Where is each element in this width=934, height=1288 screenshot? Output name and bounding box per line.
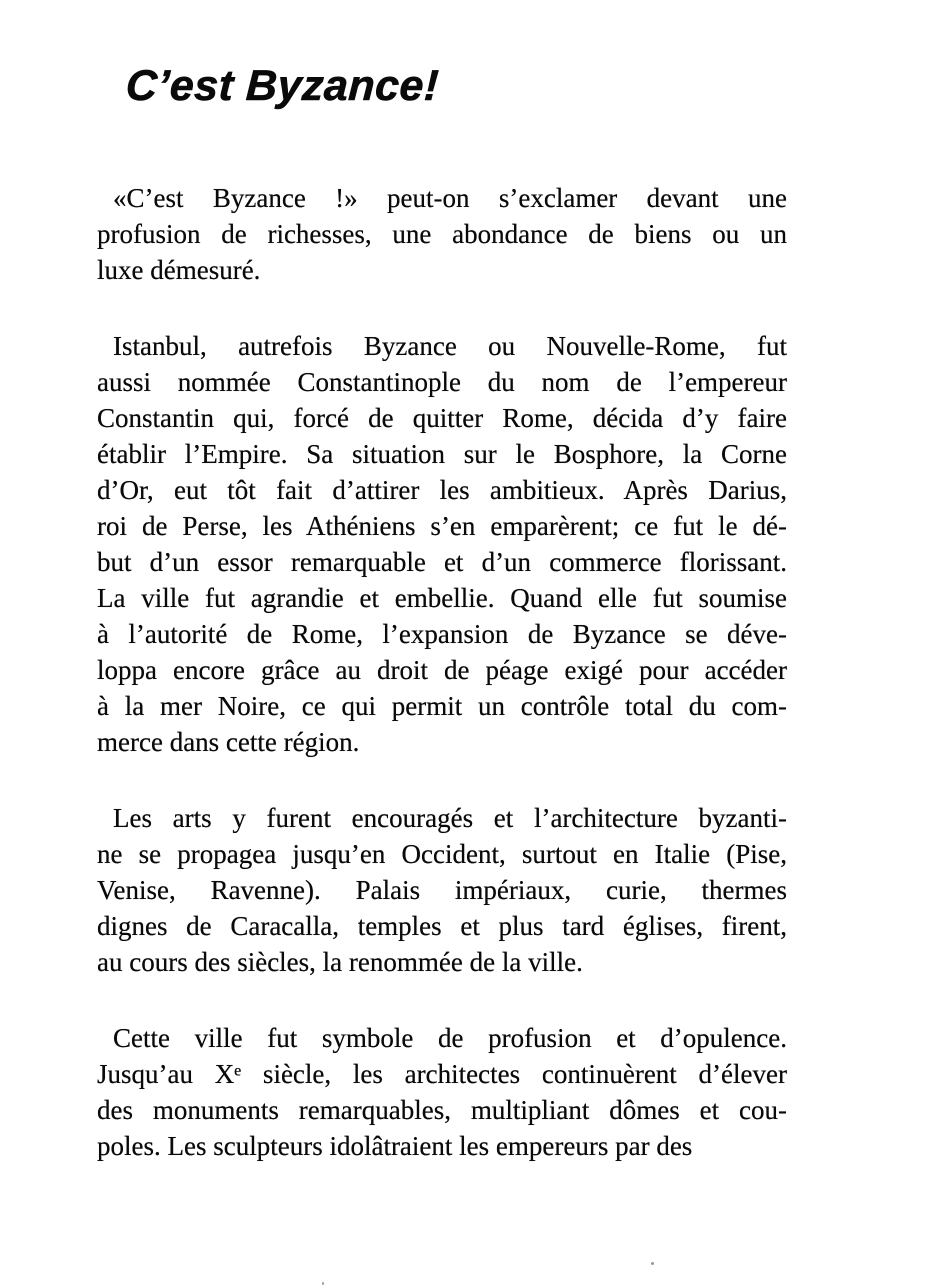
scan-artifact-dot [322, 1282, 324, 1285]
scan-artifact-dot [651, 1262, 654, 1265]
page-title: C’est Byzance! [124, 62, 441, 110]
text-line: luxe démesuré. [97, 255, 261, 285]
text-line: d’Or, eut tôt fait d’attirer les ambitieux. Après Darius, [97, 475, 787, 505]
text-line: but d’un essor remarquable et d’un commerce florissant. [97, 547, 787, 577]
paragraph [97, 1020, 787, 1164]
text-line: Jusqu’au Xᵉ siècle, les architectes continuèrent d’élever [97, 1059, 787, 1089]
text-line: merce dans cette région. [97, 727, 360, 757]
text-line: aussi nommée Constantinople du nom de l’empereur [97, 367, 787, 397]
text-line: «C’est Byzance !» peut-on s’exclamer devant une [113, 183, 787, 213]
text-line: La ville fut agrandie et embellie. Quand elle fut soumise [97, 583, 787, 613]
text-line: Istanbul, autrefois Byzance ou Nouvelle-Rome, fut [113, 331, 787, 361]
paragraph [97, 180, 787, 288]
body-text [97, 180, 787, 1204]
text-line: Constantin qui, forcé de quitter Rome, décida d’y faire [97, 403, 787, 433]
text-line: à la mer Noire, ce qui permit un contrôle total du com- [97, 691, 787, 721]
text-line: roi de Perse, les Athéniens s’en emparèrent; ce fut le dé- [97, 511, 787, 541]
text-line: Les arts y furent encouragés et l’architecture byzanti- [113, 803, 787, 833]
text-line: Venise, Ravenne). Palais impériaux, curie, thermes [97, 875, 787, 905]
text-line: loppa encore grâce au droit de péage exigé pour accéder [97, 655, 787, 685]
text-line: poles. Les sculpteurs idolâtraient les empereurs par des [97, 1131, 693, 1161]
text-line: profusion de richesses, une abondance de biens ou un [97, 219, 787, 249]
text-line: au cours des siècles, la renommée de la ville. [97, 947, 583, 977]
text-line: dignes de Caracalla, temples et plus tard églises, firent, [97, 911, 787, 941]
paragraph [97, 800, 787, 980]
text-line: établir l’Empire. Sa situation sur le Bosphore, la Corne [97, 439, 787, 469]
text-line: ne se propagea jusqu’en Occident, surtout en Italie (Pise, [97, 839, 787, 869]
text-line: à l’autorité de Rome, l’expansion de Byzance se déve- [97, 619, 787, 649]
text-line: des monuments remarquables, multipliant dômes et cou- [97, 1095, 787, 1125]
paragraph [97, 328, 787, 760]
text-line: Cette ville fut symbole de profusion et d’opulence. [113, 1023, 787, 1053]
